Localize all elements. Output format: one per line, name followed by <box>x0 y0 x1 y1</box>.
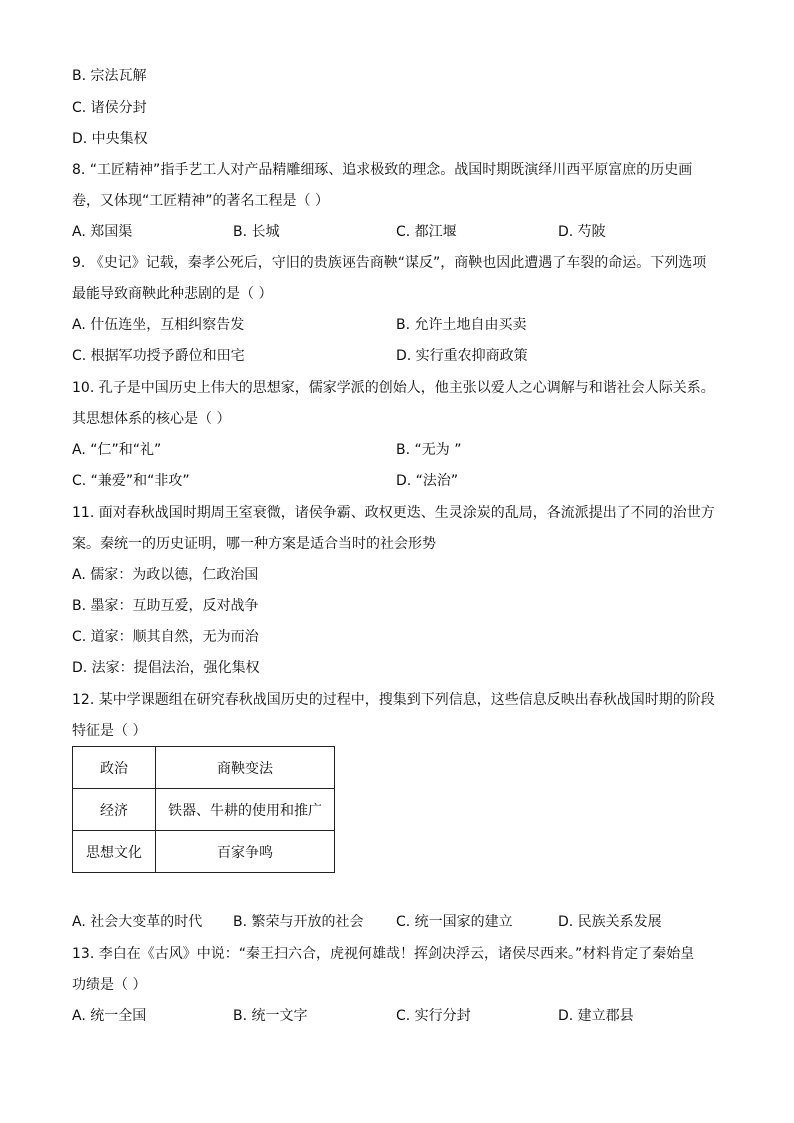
question-10-option-d: D. “法治” <box>396 473 459 489</box>
question-12-option-c: C. 统一国家的建立 <box>396 914 513 930</box>
question-8-option-a: A. 郑国渠 <box>72 224 133 240</box>
option-b: B. 宗法瓦解 <box>72 68 147 84</box>
question-11-stem-line-1: 11. 面对春秋战国时期周王室衰微，诸侯争霸、政权更迭、生灵涂炭的乱局，各流派提出了不同的治世方 <box>72 505 715 521</box>
table-row <box>73 747 335 789</box>
table-row <box>73 789 335 831</box>
option-d: D. 中央集权 <box>72 131 148 147</box>
question-9-option-a: A. 什伍连坐，互相纠察告发 <box>72 317 245 333</box>
option-c: C. 诸侯分封 <box>72 100 147 116</box>
question-10-option-c: C. “兼爱”和“非攻” <box>72 473 190 489</box>
question-9-stem-line-1: 9. 《史记》记载，秦孝公死后，守旧的贵族诬告商鞅“谋反”，商鞅也因此遭遇了车裂的命运。下列选项 <box>72 255 707 271</box>
question-12-option-a: A. 社会大变革的时代 <box>72 914 203 930</box>
table-row <box>73 831 335 873</box>
table-cell-key: 思想文化 <box>73 831 156 873</box>
question-13-stem-line-2: 功绩是（ ） <box>72 977 147 993</box>
question-13-option-a: A. 统一全国 <box>72 1008 147 1024</box>
question-9-option-d: D. 实行重农抑商政策 <box>396 348 528 364</box>
question-13-option-b: B. 统一文字 <box>233 1008 308 1024</box>
table-cell-key: 经济 <box>73 789 156 831</box>
table-cell-value: 铁器、牛耕的使用和推广 <box>156 789 335 831</box>
question-11-option-a: A. 儒家：为政以德，仁政治国 <box>72 567 259 583</box>
question-10-stem-line-1: 10. 孔子是中国历史上伟大的思想家，儒家学派的创始人，他主张以爱人之心调解与和谐社会人际关系。 <box>72 380 715 396</box>
question-9-stem-line-2: 最能导致商鞅此种悲剧的是（ ） <box>72 286 273 302</box>
question-12-option-d: D. 民族关系发展 <box>558 914 662 930</box>
question-9-option-c: C. 根据军功授予爵位和田宅 <box>72 348 245 364</box>
question-11-option-d: D. 法家：提倡法治，强化集权 <box>72 660 260 676</box>
question-12-stem-line-1: 12. 某中学课题组在研究春秋战国历史的过程中，搜集到下列信息，这些信息反映出春秋战国时期的阶段 <box>72 692 715 708</box>
question-12-stem-line-2: 特征是（ ） <box>72 723 147 739</box>
question-10-option-b: B. “无为 ” <box>396 442 462 458</box>
question-8-option-d: D. 芍陂 <box>558 224 606 240</box>
question-8-option-b: B. 长城 <box>233 224 280 240</box>
question-13-option-d: D. 建立郡县 <box>558 1008 634 1024</box>
question-9-option-b: B. 允许土地自由买卖 <box>396 317 527 333</box>
table-cell-value: 百家争鸣 <box>156 831 335 873</box>
question-11-option-b: B. 墨家：互助互爱，反对战争 <box>72 598 259 614</box>
question-12-option-b: B. 繁荣与开放的社会 <box>233 914 364 930</box>
question-13-stem-line-1: 13. 李白在《古风》中说：“秦王扫六合，虎视何雄哉！挥剑决浮云，诸侯尽西来。”材料肯定了秦始皇 <box>72 946 695 962</box>
question-8-stem-line-1: 8. “工匠精神”指手艺工人对产品精雕细琢、追求极致的理念。战国时期既演绎川西平原富庶的历史画 <box>72 162 693 178</box>
question-8-option-c: C. 都江堰 <box>396 224 457 240</box>
question-10-stem-line-2: 其思想体系的核心是（ ） <box>72 411 231 427</box>
question-8-stem-line-2: 卷，又体现“工匠精神”的著名工程是（ ） <box>72 193 329 209</box>
information-table <box>72 746 335 873</box>
table-cell-key: 政治 <box>73 747 156 789</box>
question-13-option-c: C. 实行分封 <box>396 1008 471 1024</box>
question-10-option-a: A. “仁”和“礼” <box>72 442 162 458</box>
table-cell-value: 商鞅变法 <box>156 747 335 789</box>
question-11-stem-line-2: 案。秦统一的历史证明，哪一种方案是适合当时的社会形势 <box>72 536 436 552</box>
question-11-option-c: C. 道家：顺其自然，无为而治 <box>72 629 259 645</box>
